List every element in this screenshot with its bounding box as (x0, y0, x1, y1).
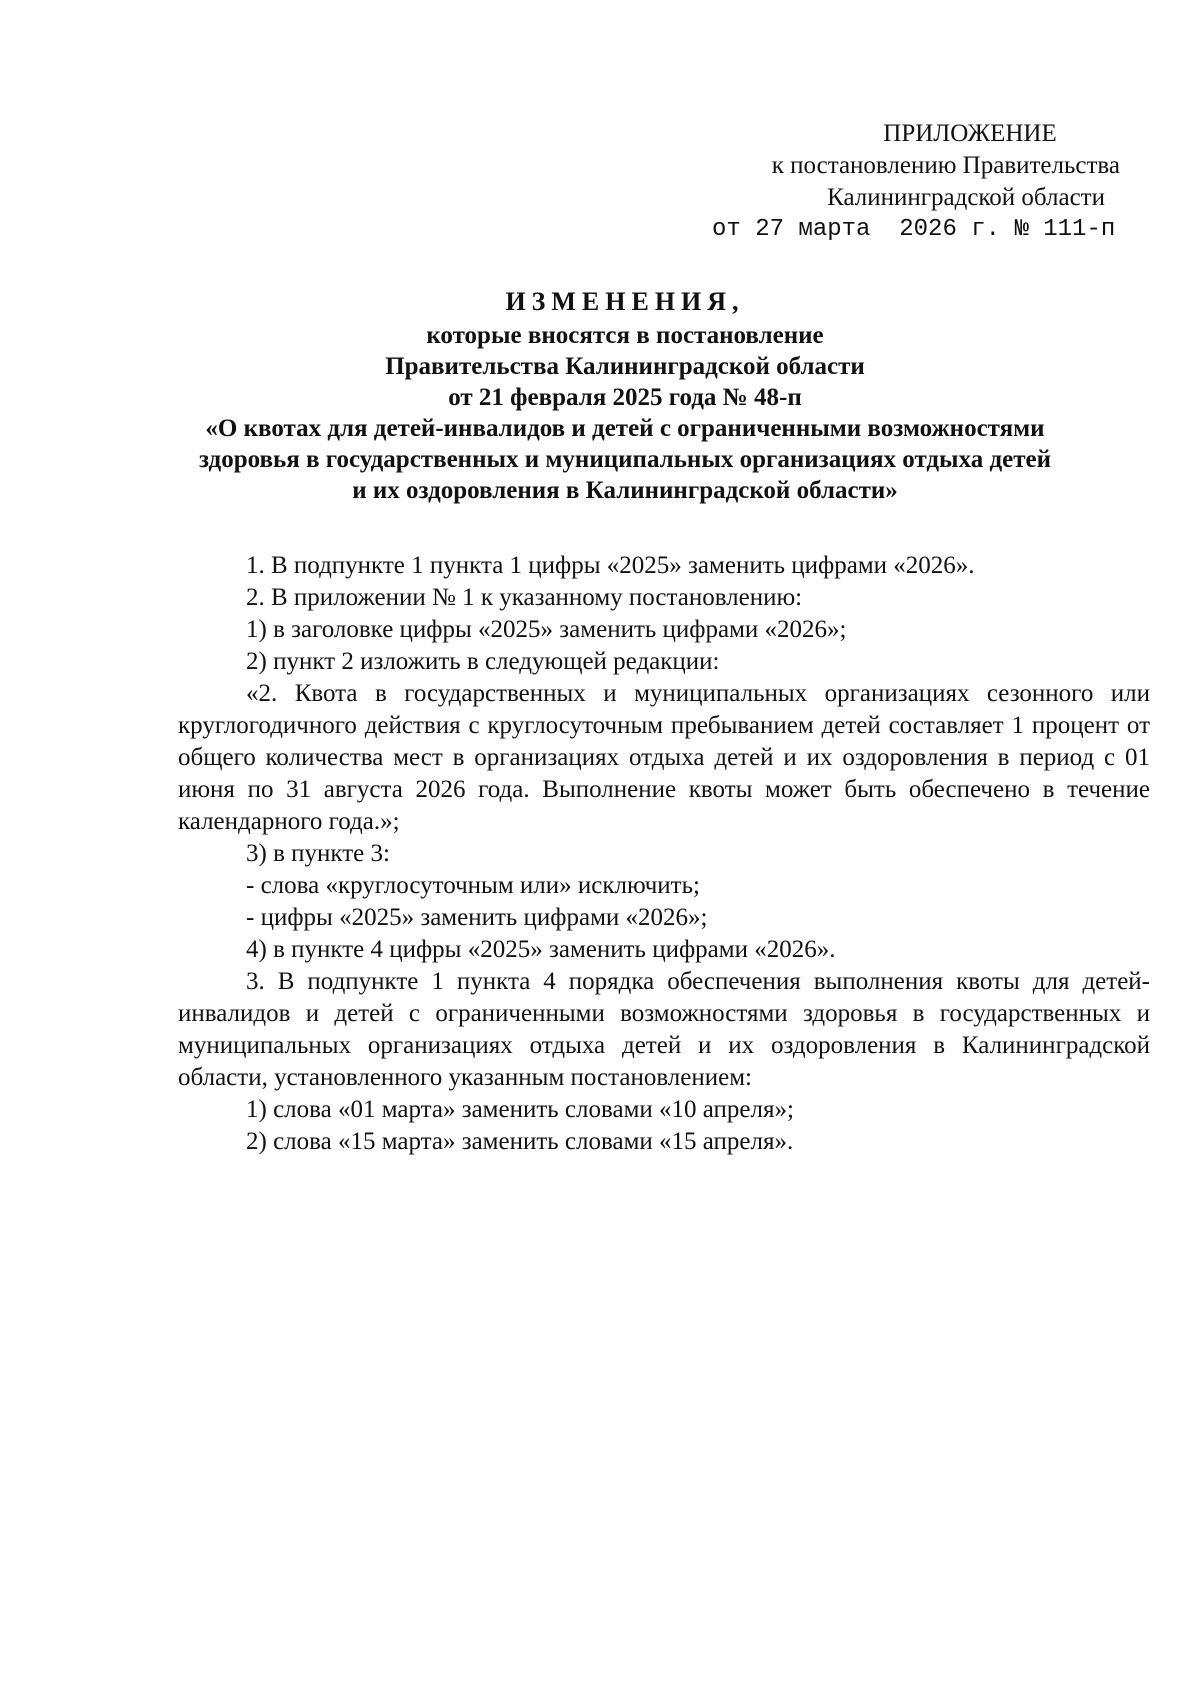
appendix-line-region: Калининградской области (827, 184, 1105, 211)
paragraph: 2) слова «15 марта» заменить словами «15 апреля». (246, 1128, 794, 1155)
paragraph: 1) в заголовке цифры «2025» заменить цифрами «2026»; (246, 616, 847, 643)
heading-line: «О квотах для детей-инвалидов и детей с ограниченными возможностями (205, 415, 1045, 442)
document-body (178, 550, 1150, 1158)
appendix-line-resolution: к постановлению Правительства (771, 152, 1120, 179)
heading-title: ИЗМЕНЕНИЯ, (505, 287, 745, 316)
paragraph: 4) в пункте 4 цифры «2025» заменить цифрами «2026». (246, 936, 836, 963)
paragraph: 3) в пункте 3: (246, 840, 390, 867)
appendix-header (700, 118, 1130, 246)
heading-line: Правительства Калининградской области (385, 353, 865, 380)
heading-line: здоровья в государственных и муниципальных организациях отдыха детей (198, 446, 1052, 473)
appendix-title: ПРИЛОЖЕНИЕ (883, 120, 1057, 147)
paragraph: «2. Квота в государственных и муниципальных организациях сезонного или круглогодичного действия с круглосуточным пребыванием детей составляет 1 процент от общего количества мест в организациях отдыха детей и их оздоровления в период с 01 июня по 31 августа 2026 года. Выполнение квоты может быть обеспечено в течение календарного года.»; (178, 680, 1150, 835)
paragraph: 3. В подпункте 1 пункта 4 порядка обеспечения выполнения квоты для детей-инвалидов и детей с ограниченными возможностями здоровья в государственных и муниципальных организациях отдыха детей и их оздоровления в Калининградской области, установленного указанным постановлением: (178, 968, 1150, 1091)
document-heading (150, 286, 1100, 506)
paragraph: - цифры «2025» заменить цифрами «2026»; (246, 904, 708, 931)
heading-line: которые вносятся в постановление (426, 322, 824, 349)
paragraph: 1. В подпункте 1 пункта 1 цифры «2025» заменить цифрами «2026». (246, 552, 975, 579)
paragraph: - слова «круглосуточным или» исключить; (246, 872, 700, 899)
paragraph: 2) пункт 2 изложить в следующей редакции: (246, 648, 720, 675)
paragraph: 1) слова «01 марта» заменить словами «10 апреля»; (246, 1096, 794, 1123)
heading-line: и их оздоровления в Калининградской области» (352, 477, 898, 504)
heading-line: от 21 февраля 2025 года № 48-п (448, 384, 802, 411)
appendix-date-number: от 27 марта 2026 г. № 111-п (712, 216, 1116, 243)
paragraph: 2. В приложении № 1 к указанному постановлению: (246, 584, 803, 611)
